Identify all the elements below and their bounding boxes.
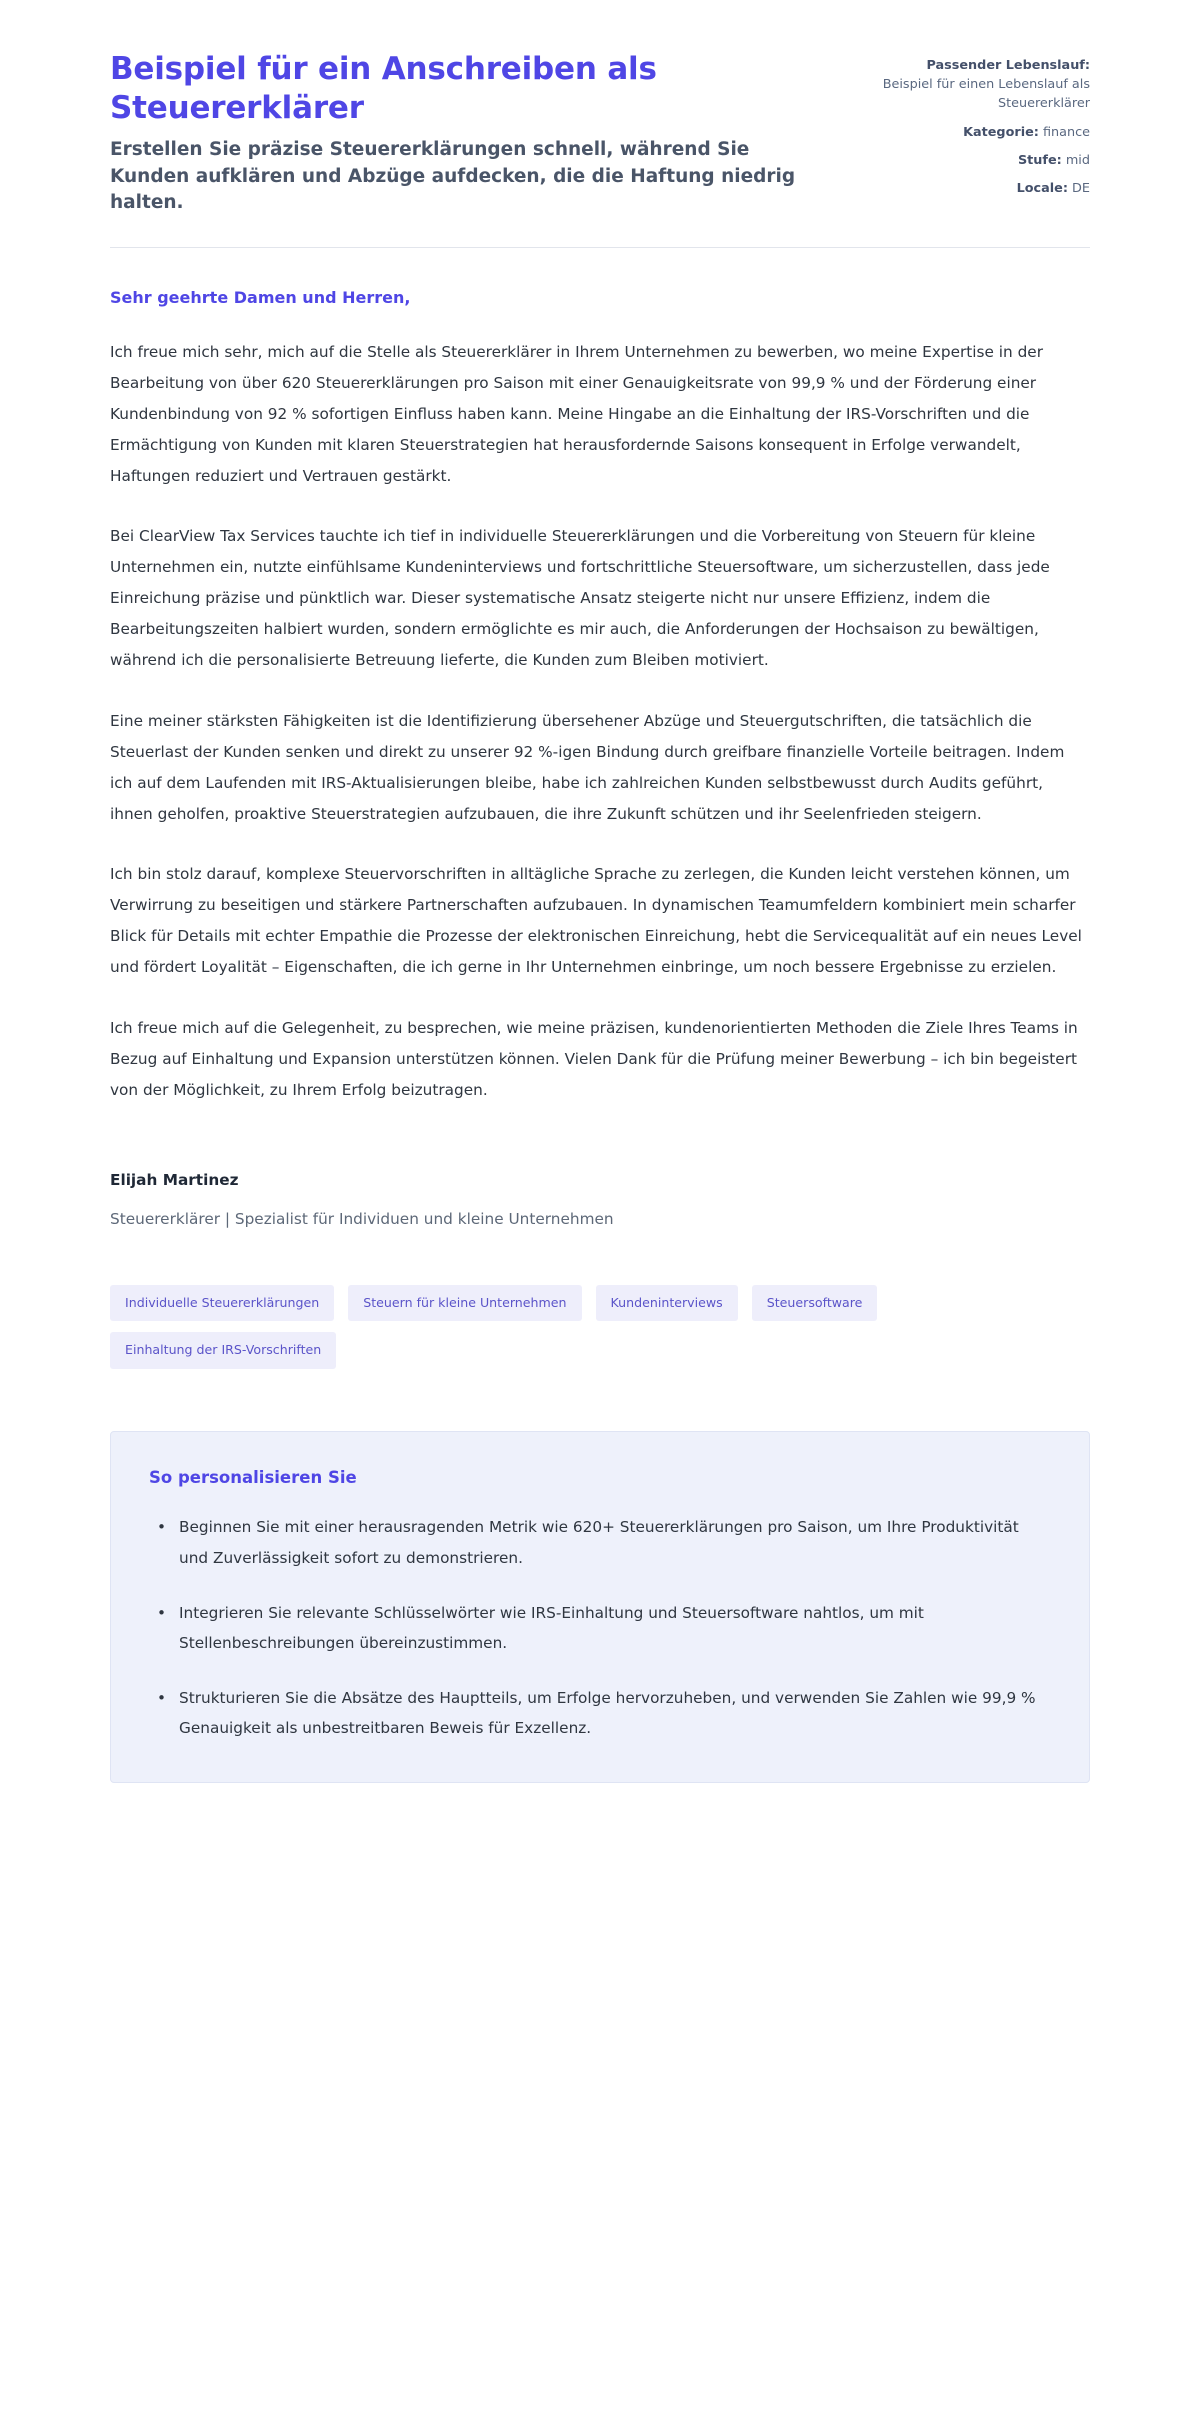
tag-chip[interactable]: Individuelle Steuererklärungen <box>110 1285 334 1322</box>
letter-paragraph: Ich freue mich sehr, mich auf die Stelle als Steuererklärer in Ihrem Unternehmen zu bewerben, wo meine Expertise in der Bearbeitung von über 620 Steuererklärungen pro Saison mit einer Genauigkeitsrate von 99,9 % und der Förderung einer Kundenbindung von 92 % sofortigen Einfluss haben kann. Meine Hingabe an die Einhaltung der IRS-Vorschriften und die Ermächtigung von Kunden mit klaren Steuerstrategien hat herausfordernde Saisons konsequent in Erfolge verwandelt, Haftungen reduziert und Vertrauen gestärkt. <box>110 342 1043 485</box>
tag-chip[interactable]: Kundeninterviews <box>596 1285 738 1322</box>
meta-level-label: Stufe: <box>1017 152 1062 168</box>
header-metadata <box>862 50 1090 198</box>
tag-chip[interactable]: Einhaltung der IRS-Vorschriften <box>110 1332 336 1369</box>
meta-locale <box>862 179 1090 198</box>
meta-level <box>862 151 1090 170</box>
page-subtitle: Erstellen Sie präzise Steuererklärungen schnell, während Sie Kunden aufklären und Abzüge aufdecken, die die Haftung niedrig halten. <box>110 139 796 214</box>
callout-title: So personalisieren Sie <box>149 1467 357 1487</box>
signature-name: Elijah Martinez <box>110 1170 239 1189</box>
page-title: Beispiel für ein Anschreiben als Steuererklärer <box>110 51 657 127</box>
personalization-callout <box>110 1431 1090 1783</box>
tag-list <box>110 1231 1090 1369</box>
meta-category-value: finance <box>1042 124 1090 140</box>
callout-tip-item: • Beginnen Sie mit einer herausragenden Metrik wie 620+ Steuererklärungen pro Saison, um Ihre Produktivität und Zuverlässigkeit sofort zu demonstrieren. <box>149 1512 1051 1573</box>
signature-role: Steuererklärer | Spezialist für Individuen und kleine Unternehmen <box>110 1209 614 1228</box>
tag-chip[interactable]: Steuern für kleine Unternehmen <box>348 1285 581 1322</box>
meta-level-value: mid <box>1065 152 1090 168</box>
document-header <box>110 36 1090 217</box>
callout-tip-list <box>149 1512 1051 1744</box>
meta-locale-label: Locale: <box>1016 180 1068 196</box>
letter-salutation: Sehr geehrte Damen und Herren, <box>110 287 411 307</box>
meta-matching-resume-label: Passender Lebenslauf: <box>926 58 1090 73</box>
callout-tip-item: • Strukturieren Sie die Absätze des Hauptteils, um Erfolge hervorzuheben, und verwenden Sie Zahlen wie 99,9 % Genauigkeit als unbestreitbaren Beweis für Exzellenz. <box>149 1683 1051 1744</box>
cover-letter-body <box>110 248 1090 1231</box>
callout-tip-item: • Integrieren Sie relevante Schlüsselwörter wie IRS-Einhaltung und Steuersoftware nahtlos, um mit Stellenbeschreibungen übereinzustimmen. <box>149 1598 1051 1659</box>
meta-category <box>862 123 1090 142</box>
letter-paragraph: Bei ClearView Tax Services tauchte ich tief in individuelle Steuererklärungen und die Vorbereitung von Steuern für kleine Unternehmen ein, nutzte einfühlsame Kundeninterviews und fortschrittliche Steuersoftware, um sicherzustellen, dass jede Einreichung präzise und pünktlich war. Dieser systematische Ansatz steigerte nicht nur unsere Effizienz, indem die Bearbeitungszeiten halbiert wurden, sondern ermöglichte es mir auch, die Anforderungen der Hochsaison zu bewältigen, während ich die personalisierte Betreuung lieferte, die Kunden zum Bleiben motiviert. <box>110 527 1050 669</box>
tag-chip[interactable]: Steuersoftware <box>752 1285 878 1322</box>
header-title-block <box>110 50 816 217</box>
meta-locale-value: DE <box>1072 180 1090 196</box>
letter-paragraph: Ich freue mich auf die Gelegenheit, zu besprechen, wie meine präzisen, kundenorientierten Methoden die Ziele Ihres Teams in Bezug auf Einhaltung und Expansion unterstützen können. Vielen Dank für die Prüfung meiner Bewerbung – ich bin begeistert von der Möglichkeit, zu Ihrem Erfolg beizutragen. <box>110 1019 1078 1099</box>
meta-matching-resume <box>862 56 1090 114</box>
signature-block <box>110 1136 1090 1231</box>
meta-matching-resume-value: Beispiel für einen Lebenslauf als Steuererklärer <box>882 77 1090 112</box>
meta-category-label: Kategorie: <box>963 124 1039 140</box>
letter-paragraph: Ich bin stolz darauf, komplexe Steuervorschriften in alltägliche Sprache zu zerlegen, die Kunden leicht verstehen können, um Verwirrung zu beseitigen und stärkere Partnerschaften aufzubauen. In dynamischen Teamumfeldern kombiniert mein scharfer Blick für Details mit echter Empathie die Prozesse der elektronischen Einreichung, hebt die Servicequalität auf ein neues Level und fördert Loyalität – Eigenschaften, die ich gerne in Ihr Unternehmen einbringe, um noch bessere Ergebnisse zu erzielen. <box>110 865 1082 977</box>
letter-paragraph: Eine meiner stärksten Fähigkeiten ist die Identifizierung übersehener Abzüge und Steuergutschriften, die tatsächlich die Steuerlast der Kunden senken und direkt zu unserer 92 %-igen Bindung durch greifbare finanzielle Vorteile beitragen. Indem ich auf dem Laufenden mit IRS-Aktualisierungen bleibe, habe ich zahlreichen Kunden selbstbewusst durch Audits geführt, ihnen geholfen, proaktive Steuerstrategien aufzubauen, die ihre Zukunft schützen und ihr Seelenfrieden steigern. <box>110 711 1065 823</box>
